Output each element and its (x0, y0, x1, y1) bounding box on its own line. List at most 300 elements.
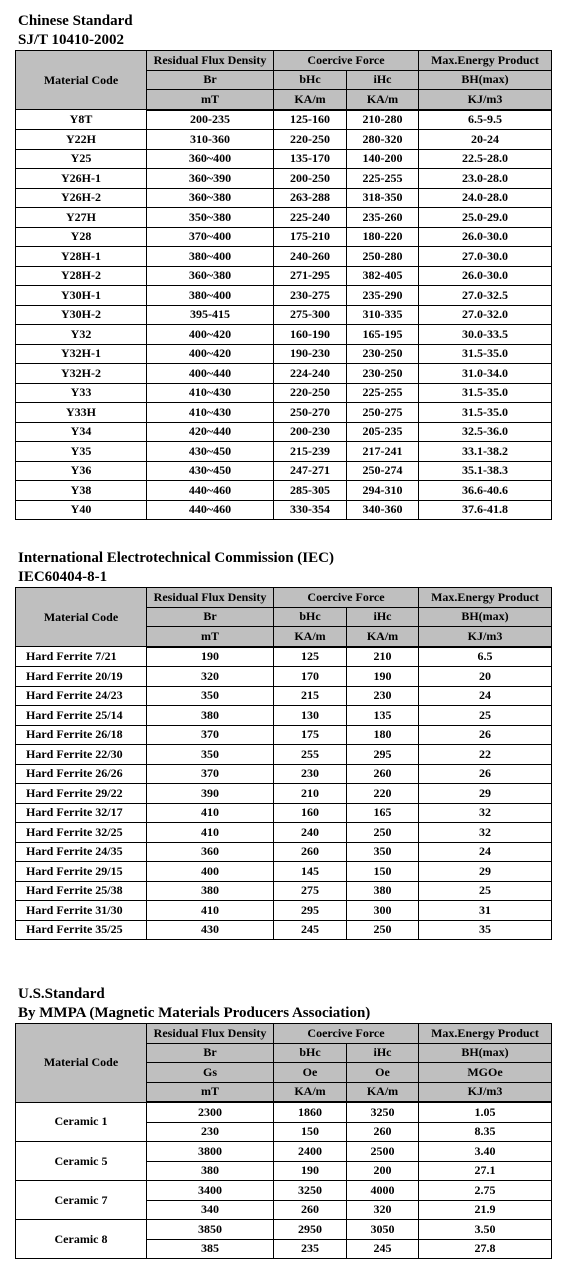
material-code-cell: Y33H (16, 403, 147, 423)
unit-bhmax-mgoe: MGOe (419, 1063, 552, 1083)
header-max-energy-product: Max.Energy Product (419, 51, 552, 71)
bhc-cell: 215-239 (274, 442, 347, 462)
ihc-cell: 210-280 (347, 110, 419, 130)
unit-br: mT (147, 90, 274, 110)
material-code-cell: Y32H-2 (16, 364, 147, 384)
ihc-cell: 3050 (347, 1220, 419, 1240)
material-code-cell: Hard Ferrite 32/25 (16, 823, 147, 843)
material-code-cell: Hard Ferrite 7/21 (16, 647, 147, 667)
bhmax-cell: 26.0-30.0 (419, 266, 552, 286)
br-cell: 310-360 (147, 130, 274, 150)
bhmax-cell: 20 (419, 667, 552, 687)
material-code-cell: Hard Ferrite 22/30 (16, 745, 147, 765)
bhmax-cell: 30.0-33.5 (419, 325, 552, 345)
material-code-cell: Y32 (16, 325, 147, 345)
bhc-cell: 190 (274, 1161, 347, 1181)
table-row (16, 901, 552, 921)
table-row (16, 286, 552, 306)
table-row (16, 1181, 552, 1201)
material-code-cell: Y35 (16, 442, 147, 462)
table-row (16, 305, 552, 325)
table-row (16, 1142, 552, 1162)
section-title: Chinese Standard (18, 13, 133, 29)
bhmax-cell: 31 (419, 901, 552, 921)
ihc-cell: 3250 (347, 1102, 419, 1122)
br-cell: 430 (147, 920, 274, 940)
br-cell: 370~400 (147, 227, 274, 247)
ihc-cell: 250-275 (347, 403, 419, 423)
table-row (16, 344, 552, 364)
material-code-cell: Y40 (16, 500, 147, 520)
bhc-cell: 245 (274, 920, 347, 940)
br-cell: 350 (147, 686, 274, 706)
material-code-cell: Y30H-2 (16, 305, 147, 325)
bhmax-cell: 24.0-28.0 (419, 188, 552, 208)
material-code-cell: Y26H-2 (16, 188, 147, 208)
br-cell: 410~430 (147, 383, 274, 403)
br-cell: 370 (147, 725, 274, 745)
bhmax-cell: 26.0-30.0 (419, 227, 552, 247)
bhc-cell: 247-271 (274, 461, 347, 481)
br-cell: 360 (147, 842, 274, 862)
ihc-cell: 320 (347, 1200, 419, 1220)
bhc-cell: 230-275 (274, 286, 347, 306)
material-code-cell: Hard Ferrite 25/14 (16, 706, 147, 726)
unit-bhmax-kjm3: KJ/m3 (419, 1082, 552, 1102)
header-residual-flux-density: Residual Flux Density (147, 588, 274, 608)
header-br: Br (147, 70, 274, 90)
br-cell: 350 (147, 745, 274, 765)
header-coercive-force: Coercive Force (274, 1024, 419, 1044)
unit-bhc: KA/m (274, 90, 347, 110)
material-code-cell: Y33 (16, 383, 147, 403)
bhc-cell: 285-305 (274, 481, 347, 501)
br-cell: 380 (147, 706, 274, 726)
material-code-cell: Y25 (16, 149, 147, 169)
bhmax-cell: 25 (419, 881, 552, 901)
br-cell: 320 (147, 667, 274, 687)
material-code-cell: Y27H (16, 208, 147, 228)
iec-standard-rows (16, 647, 552, 940)
ihc-cell: 380 (347, 881, 419, 901)
br-cell: 400 (147, 862, 274, 882)
bhmax-cell: 36.6-40.6 (419, 481, 552, 501)
material-code-cell: Y32H-1 (16, 344, 147, 364)
header-bhmax: BH(max) (419, 70, 552, 90)
header-residual-flux-density: Residual Flux Density (147, 51, 274, 71)
bhmax-cell: 23.0-28.0 (419, 169, 552, 189)
bhc-cell: 235 (274, 1239, 347, 1259)
table-row (16, 325, 552, 345)
table-row (16, 500, 552, 520)
unit-br-mt: mT (147, 1082, 274, 1102)
bhmax-cell: 29 (419, 784, 552, 804)
br-cell: 3850 (147, 1220, 274, 1240)
ihc-cell: 235-290 (347, 286, 419, 306)
material-code-cell: Y28H-2 (16, 266, 147, 286)
material-code-cell: Y26H-1 (16, 169, 147, 189)
header-br: Br (147, 1043, 274, 1063)
ihc-cell: 205-235 (347, 422, 419, 442)
unit-br-gs: Gs (147, 1063, 274, 1083)
table-row (16, 422, 552, 442)
br-cell: 360~380 (147, 188, 274, 208)
bhc-cell: 225-240 (274, 208, 347, 228)
unit-ihc: KA/m (347, 627, 419, 647)
ihc-cell: 200 (347, 1161, 419, 1181)
material-code-cell: Hard Ferrite 31/30 (16, 901, 147, 921)
ihc-cell: 250-280 (347, 247, 419, 267)
bhc-cell: 125 (274, 647, 347, 667)
table-row (16, 461, 552, 481)
br-cell: 340 (147, 1200, 274, 1220)
material-code-cell: Hard Ferrite 20/19 (16, 667, 147, 687)
bhmax-cell: 22.5-28.0 (419, 149, 552, 169)
bhmax-cell: 25 (419, 706, 552, 726)
br-cell: 360~390 (147, 169, 274, 189)
ihc-cell: 260 (347, 764, 419, 784)
table-row (16, 110, 552, 130)
table-row (16, 686, 552, 706)
ihc-cell: 280-320 (347, 130, 419, 150)
br-cell: 430~450 (147, 442, 274, 462)
material-code-cell: Hard Ferrite 24/23 (16, 686, 147, 706)
bhc-cell: 160 (274, 803, 347, 823)
bhc-cell: 2400 (274, 1142, 347, 1162)
bhc-cell: 263-288 (274, 188, 347, 208)
bhmax-cell: 3.40 (419, 1142, 552, 1162)
bhc-cell: 200-250 (274, 169, 347, 189)
bhmax-cell: 20-24 (419, 130, 552, 150)
table-row (16, 227, 552, 247)
header-bhc: bHc (274, 1043, 347, 1063)
header-bhc: bHc (274, 607, 347, 627)
bhc-cell: 175-210 (274, 227, 347, 247)
ihc-cell: 230-250 (347, 364, 419, 384)
br-cell: 190 (147, 647, 274, 667)
standard-code: SJ/T 10410-2002 (18, 32, 124, 48)
ihc-cell: 165 (347, 803, 419, 823)
br-cell: 410 (147, 901, 274, 921)
ihc-cell: 318-350 (347, 188, 419, 208)
ihc-cell: 2500 (347, 1142, 419, 1162)
material-code-cell: Y38 (16, 481, 147, 501)
bhmax-cell: 1.05 (419, 1102, 552, 1122)
ihc-cell: 230-250 (347, 344, 419, 364)
bhc-cell: 2950 (274, 1220, 347, 1240)
bhc-cell: 125-160 (274, 110, 347, 130)
table-row (16, 188, 552, 208)
br-cell: 370 (147, 764, 274, 784)
bhc-cell: 175 (274, 725, 347, 745)
header-ihc: iHc (347, 607, 419, 627)
br-cell: 440~460 (147, 481, 274, 501)
iec-standard-table (15, 587, 552, 940)
bhmax-cell: 31.5-35.0 (419, 403, 552, 423)
material-code-cell: Ceramic 1 (16, 1102, 147, 1142)
ihc-cell: 310-335 (347, 305, 419, 325)
br-cell: 380~400 (147, 247, 274, 267)
table-row (16, 764, 552, 784)
chinese-standard-table (15, 50, 552, 520)
br-cell: 3800 (147, 1142, 274, 1162)
table-row (16, 803, 552, 823)
bhmax-cell: 32 (419, 823, 552, 843)
bhc-cell: 135-170 (274, 149, 347, 169)
bhmax-cell: 26 (419, 725, 552, 745)
bhc-cell: 145 (274, 862, 347, 882)
bhmax-cell: 2.75 (419, 1181, 552, 1201)
bhmax-cell: 21.9 (419, 1200, 552, 1220)
ihc-cell: 217-241 (347, 442, 419, 462)
material-code-cell: Ceramic 8 (16, 1220, 147, 1259)
br-cell: 3400 (147, 1181, 274, 1201)
ihc-cell: 150 (347, 862, 419, 882)
br-cell: 410 (147, 803, 274, 823)
section-title: U.S.Standard (18, 986, 105, 1002)
ihc-cell: 260 (347, 1122, 419, 1142)
table-row (16, 481, 552, 501)
br-cell: 390 (147, 784, 274, 804)
ihc-cell: 245 (347, 1239, 419, 1259)
bhmax-cell: 24 (419, 686, 552, 706)
ihc-cell: 295 (347, 745, 419, 765)
unit-ihc-oe: Oe (347, 1063, 419, 1083)
header-material-code: Material Code (16, 588, 147, 647)
bhc-cell: 215 (274, 686, 347, 706)
header-bhmax: BH(max) (419, 607, 552, 627)
unit-bhc-oe: Oe (274, 1063, 347, 1083)
bhmax-cell: 25.0-29.0 (419, 208, 552, 228)
ihc-cell: 382-405 (347, 266, 419, 286)
table-row (16, 130, 552, 150)
bhmax-cell: 37.6-41.8 (419, 500, 552, 520)
table-row (16, 745, 552, 765)
bhc-cell: 190-230 (274, 344, 347, 364)
chinese-standard-rows (16, 110, 552, 520)
br-cell: 360~380 (147, 266, 274, 286)
bhmax-cell: 8.35 (419, 1122, 552, 1142)
ihc-cell: 230 (347, 686, 419, 706)
ihc-cell: 225-255 (347, 383, 419, 403)
ihc-cell: 340-360 (347, 500, 419, 520)
unit-bhmax: KJ/m3 (419, 90, 552, 110)
material-code-cell: Hard Ferrite 25/38 (16, 881, 147, 901)
table-row (16, 881, 552, 901)
bhmax-cell: 35.1-38.3 (419, 461, 552, 481)
unit-ihc: KA/m (347, 90, 419, 110)
ihc-cell: 140-200 (347, 149, 419, 169)
unit-br: mT (147, 627, 274, 647)
table-row (16, 247, 552, 267)
bhc-cell: 271-295 (274, 266, 347, 286)
bhc-cell: 240 (274, 823, 347, 843)
bhmax-cell: 32.5-36.0 (419, 422, 552, 442)
br-cell: 380 (147, 1161, 274, 1181)
header-ihc: iHc (347, 1043, 419, 1063)
header-max-energy-product: Max.Energy Product (419, 588, 552, 608)
material-code-cell: Y36 (16, 461, 147, 481)
material-code-cell: Hard Ferrite 24/35 (16, 842, 147, 862)
bhmax-cell: 22 (419, 745, 552, 765)
bhc-cell: 1860 (274, 1102, 347, 1122)
table-row (16, 383, 552, 403)
bhc-cell: 220-250 (274, 130, 347, 150)
br-cell: 420~440 (147, 422, 274, 442)
bhmax-cell: 27.0-32.5 (419, 286, 552, 306)
ihc-cell: 250 (347, 823, 419, 843)
material-code-cell: Y28H-1 (16, 247, 147, 267)
ihc-cell: 350 (347, 842, 419, 862)
header-ihc: iHc (347, 70, 419, 90)
table-row (16, 403, 552, 423)
unit-bhmax: KJ/m3 (419, 627, 552, 647)
bhmax-cell: 31.5-35.0 (419, 383, 552, 403)
unit-bhc: KA/m (274, 627, 347, 647)
bhmax-cell: 6.5 (419, 647, 552, 667)
table-row (16, 862, 552, 882)
bhc-cell: 170 (274, 667, 347, 687)
ihc-cell: 235-260 (347, 208, 419, 228)
material-code-cell: Hard Ferrite 26/26 (16, 764, 147, 784)
ihc-cell: 294-310 (347, 481, 419, 501)
header-bhc: bHc (274, 70, 347, 90)
table-row (16, 784, 552, 804)
table-row (16, 266, 552, 286)
bhmax-cell: 27.0-32.0 (419, 305, 552, 325)
bhmax-cell: 31.5-35.0 (419, 344, 552, 364)
ihc-cell: 225-255 (347, 169, 419, 189)
bhc-cell: 260 (274, 1200, 347, 1220)
table-row (16, 1220, 552, 1240)
unit-ihc-kam: KA/m (347, 1082, 419, 1102)
material-code-cell: Hard Ferrite 26/18 (16, 725, 147, 745)
ihc-cell: 135 (347, 706, 419, 726)
bhc-cell: 330-354 (274, 500, 347, 520)
bhc-cell: 260 (274, 842, 347, 862)
header-material-code: Material Code (16, 1024, 147, 1103)
bhc-cell: 150 (274, 1122, 347, 1142)
bhc-cell: 200-230 (274, 422, 347, 442)
bhmax-cell: 31.0-34.0 (419, 364, 552, 384)
material-code-cell: Hard Ferrite 29/15 (16, 862, 147, 882)
header-br: Br (147, 607, 274, 627)
bhmax-cell: 6.5-9.5 (419, 110, 552, 130)
bhc-cell: 240-260 (274, 247, 347, 267)
ihc-cell: 250 (347, 920, 419, 940)
table-row (16, 442, 552, 462)
bhmax-cell: 27.1 (419, 1161, 552, 1181)
table-row (16, 725, 552, 745)
ihc-cell: 165-195 (347, 325, 419, 345)
material-code-cell: Y8T (16, 110, 147, 130)
section-chinese-standard (15, 12, 553, 520)
unit-bhc-kam: KA/m (274, 1082, 347, 1102)
bhc-cell: 130 (274, 706, 347, 726)
ihc-cell: 300 (347, 901, 419, 921)
br-cell: 430~450 (147, 461, 274, 481)
bhmax-cell: 32 (419, 803, 552, 823)
br-cell: 380~400 (147, 286, 274, 306)
material-code-cell: Y34 (16, 422, 147, 442)
br-cell: 400~420 (147, 325, 274, 345)
table-row (16, 667, 552, 687)
bhc-cell: 210 (274, 784, 347, 804)
ihc-cell: 220 (347, 784, 419, 804)
section-iec-standard (15, 549, 553, 940)
header-max-energy-product: Max.Energy Product (419, 1024, 552, 1044)
ihc-cell: 190 (347, 667, 419, 687)
material-code-cell: Hard Ferrite 32/17 (16, 803, 147, 823)
material-code-cell: Y28 (16, 227, 147, 247)
bhc-cell: 3250 (274, 1181, 347, 1201)
br-cell: 410~430 (147, 403, 274, 423)
br-cell: 400~440 (147, 364, 274, 384)
br-cell: 200-235 (147, 110, 274, 130)
material-code-cell: Ceramic 5 (16, 1142, 147, 1181)
bhc-cell: 295 (274, 901, 347, 921)
header-coercive-force: Coercive Force (274, 51, 419, 71)
header-material-code: Material Code (16, 51, 147, 110)
bhmax-cell: 29 (419, 862, 552, 882)
br-cell: 395-415 (147, 305, 274, 325)
table-row (16, 364, 552, 384)
material-code-cell: Ceramic 7 (16, 1181, 147, 1220)
bhc-cell: 160-190 (274, 325, 347, 345)
br-cell: 410 (147, 823, 274, 843)
bhc-cell: 220-250 (274, 383, 347, 403)
bhmax-cell: 26 (419, 764, 552, 784)
bhc-cell: 275 (274, 881, 347, 901)
mmpa-standard-table (15, 1023, 552, 1259)
table-row (16, 647, 552, 667)
bhmax-cell: 33.1-38.2 (419, 442, 552, 462)
br-cell: 400~420 (147, 344, 274, 364)
header-coercive-force: Coercive Force (274, 588, 419, 608)
bhc-cell: 275-300 (274, 305, 347, 325)
header-bhmax: BH(max) (419, 1043, 552, 1063)
bhmax-cell: 24 (419, 842, 552, 862)
material-code-cell: Hard Ferrite 35/25 (16, 920, 147, 940)
ihc-cell: 250-274 (347, 461, 419, 481)
standard-code: IEC60404-8-1 (18, 569, 108, 585)
bhmax-cell: 3.50 (419, 1220, 552, 1240)
bhc-cell: 255 (274, 745, 347, 765)
br-cell: 350~380 (147, 208, 274, 228)
section-title: International Electrotechnical Commission (IEC) (18, 550, 334, 566)
ihc-cell: 4000 (347, 1181, 419, 1201)
bhmax-cell: 27.0-30.0 (419, 247, 552, 267)
header-residual-flux-density: Residual Flux Density (147, 1024, 274, 1044)
table-row (16, 208, 552, 228)
standard-code: By MMPA (Magnetic Materials Producers Association) (18, 1005, 371, 1021)
table-row (16, 706, 552, 726)
br-cell: 2300 (147, 1102, 274, 1122)
br-cell: 440~460 (147, 500, 274, 520)
table-row (16, 823, 552, 843)
table-row (16, 149, 552, 169)
material-code-cell: Hard Ferrite 29/22 (16, 784, 147, 804)
table-row (16, 1102, 552, 1122)
section-us-standard (15, 985, 553, 1259)
material-code-cell: Y22H (16, 130, 147, 150)
bhc-cell: 224-240 (274, 364, 347, 384)
ihc-cell: 180 (347, 725, 419, 745)
ihc-cell: 210 (347, 647, 419, 667)
bhmax-cell: 27.8 (419, 1239, 552, 1259)
br-cell: 385 (147, 1239, 274, 1259)
ihc-cell: 180-220 (347, 227, 419, 247)
